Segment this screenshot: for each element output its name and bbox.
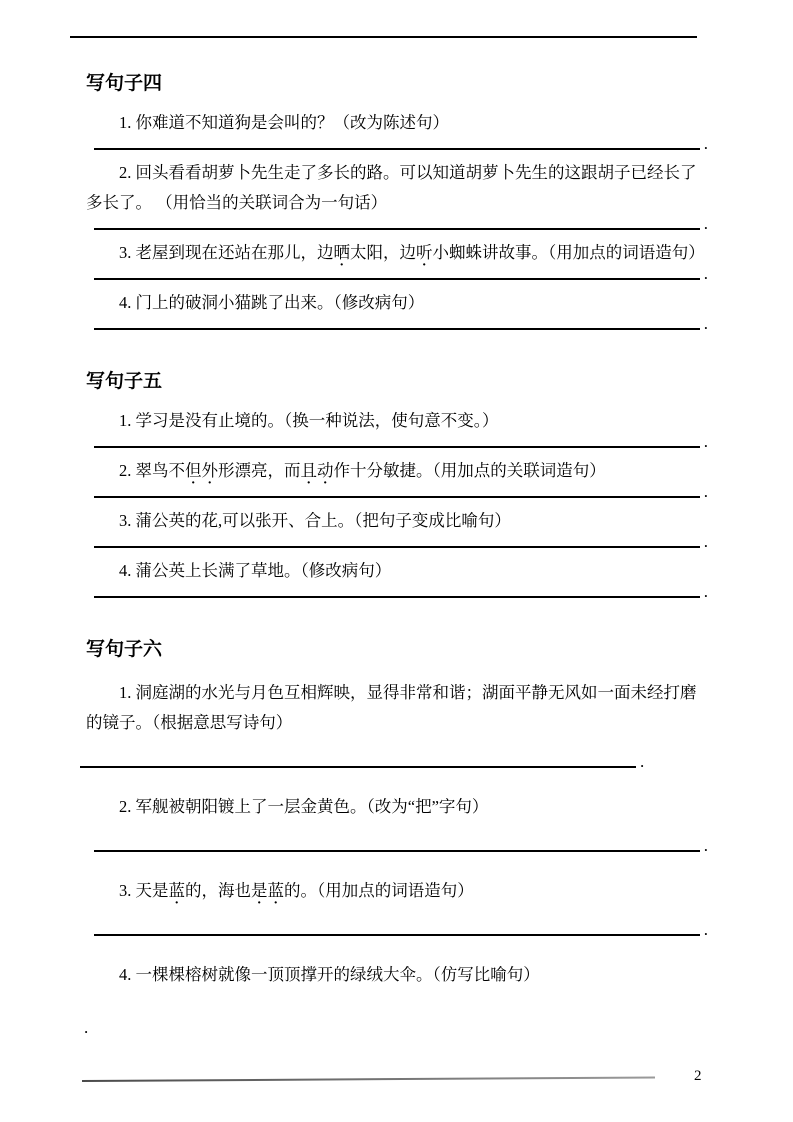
dotted-char: 而 bbox=[284, 461, 301, 480]
question-block bbox=[86, 678, 708, 771]
question-number: 4. bbox=[119, 293, 136, 312]
question-block bbox=[86, 792, 708, 855]
section-questions bbox=[86, 678, 708, 1036]
answer-blank-line bbox=[94, 314, 708, 333]
section-questions bbox=[86, 406, 708, 601]
blank-rule bbox=[80, 766, 636, 768]
question-body: 翠鸟不但外形漂亮，而且动作十分敏捷。（用加点的关联词造句） bbox=[135, 461, 606, 480]
question-body: 军舰被朝阳镀上了一层金黄色。（改为“把”字句） bbox=[135, 797, 489, 816]
question-body: 你难道不知道狗是会叫的？（改为陈述句） bbox=[135, 113, 449, 132]
question-text bbox=[86, 108, 708, 138]
question-body: 回头看看胡萝卜先生走了多长的路。可以知道胡萝卜先生的这跟胡子已经长了多长了。 （用恰当的关联词合为一句话） bbox=[86, 163, 697, 212]
question-block bbox=[86, 158, 708, 233]
question-block bbox=[86, 960, 708, 1036]
question-number: 3. bbox=[119, 243, 136, 262]
blank-rule bbox=[94, 850, 700, 852]
question-number: 2. bbox=[119, 163, 136, 182]
dotted-char: 也 bbox=[234, 881, 251, 900]
question-body: 洞庭湖的水光与月色互相辉映，显得非常和谐；湖面平静无风如一面未经打磨的镜子。（根据意思写诗句） bbox=[86, 683, 697, 732]
question-number: 2. bbox=[119, 797, 136, 816]
page-number: 2 bbox=[694, 1068, 702, 1084]
question-body: 老屋到现在还站在那儿，边晒太阳，边听小蜘蛛讲故事。（用加点的词语造句） bbox=[135, 243, 705, 262]
trailing-period: . bbox=[703, 214, 708, 233]
dotted-char: 不 bbox=[168, 461, 185, 480]
question-text bbox=[86, 288, 708, 318]
worksheet-section bbox=[86, 636, 708, 1036]
blank-rule bbox=[94, 446, 700, 448]
question-number: 4. bbox=[119, 965, 136, 984]
question-block bbox=[86, 506, 708, 551]
question-number: 1. bbox=[119, 113, 136, 132]
question-block bbox=[86, 406, 708, 451]
dotted-char: 边 bbox=[317, 243, 334, 262]
question-block bbox=[86, 288, 708, 333]
question-number: 1. bbox=[119, 411, 136, 430]
question-text bbox=[86, 456, 708, 486]
blank-rule bbox=[94, 934, 700, 936]
footer-rule bbox=[82, 1076, 655, 1082]
worksheet-section bbox=[86, 368, 708, 601]
worksheet-content bbox=[86, 62, 708, 1036]
blank-rule bbox=[94, 148, 700, 150]
blank-rule bbox=[94, 228, 700, 230]
question-number: 3. bbox=[119, 881, 136, 900]
question-block bbox=[86, 876, 708, 939]
question-body: 一棵棵榕树就像一顶顶撑开的绿绒大伞。（仿写比喻句） bbox=[135, 965, 540, 984]
blank-rule bbox=[94, 496, 700, 498]
answer-blank-line bbox=[94, 134, 708, 153]
answer-blank-line bbox=[94, 582, 708, 601]
question-block bbox=[86, 238, 708, 283]
header-rule bbox=[70, 36, 697, 38]
question-text bbox=[86, 678, 708, 738]
question-text bbox=[86, 556, 708, 586]
dotted-char: 边 bbox=[399, 243, 416, 262]
question-text bbox=[86, 506, 708, 536]
question-text bbox=[86, 876, 708, 906]
question-body: 学习是没有止境的。（换一种说法，使句意不变。） bbox=[135, 411, 499, 430]
blank-rule bbox=[94, 546, 700, 548]
section-title: 写句子六 bbox=[86, 639, 163, 660]
section-title: 写句子五 bbox=[86, 371, 163, 392]
question-text bbox=[86, 238, 708, 268]
answer-blank-line bbox=[94, 920, 708, 939]
dotted-char: 是 bbox=[152, 881, 169, 900]
dotted-char: 是 bbox=[251, 881, 268, 900]
answer-blank-line bbox=[80, 752, 708, 771]
question-text bbox=[86, 960, 708, 990]
answer-period: . bbox=[84, 1018, 89, 1037]
trailing-period: . bbox=[703, 582, 708, 601]
question-body: 天是蓝的，海也是蓝的。（用加点的词语造句） bbox=[135, 881, 474, 900]
trailing-period: . bbox=[703, 532, 708, 551]
trailing-period: . bbox=[703, 314, 708, 333]
question-number: 3. bbox=[119, 511, 136, 530]
answer-blank-line bbox=[94, 214, 708, 233]
worksheet-section bbox=[86, 70, 708, 333]
question-body: 蒲公英的花,可以张开、合上。（把句子变成比喻句） bbox=[135, 511, 511, 530]
answer-blank-line bbox=[94, 836, 708, 855]
trailing-period: . bbox=[640, 752, 645, 771]
trailing-period: . bbox=[703, 432, 708, 451]
question-text bbox=[86, 406, 708, 436]
answer-blank-line bbox=[94, 432, 708, 451]
section-title: 写句子四 bbox=[86, 73, 163, 94]
question-block bbox=[86, 108, 708, 153]
answer-blank-line bbox=[94, 532, 708, 551]
question-block bbox=[86, 456, 708, 501]
dotted-char: 且 bbox=[300, 461, 317, 480]
question-number: 1. bbox=[119, 683, 136, 702]
question-number: 4. bbox=[119, 561, 136, 580]
question-block bbox=[86, 556, 708, 601]
dotted-char: 但 bbox=[185, 461, 202, 480]
blank-rule bbox=[94, 596, 700, 598]
blank-rule bbox=[94, 278, 700, 280]
question-body: 蒲公英上长满了草地。（修改病句） bbox=[135, 561, 392, 580]
question-body: 门上的破洞小猫跳了出来。（修改病句） bbox=[135, 293, 425, 312]
trailing-period: . bbox=[703, 134, 708, 153]
trailing-period: . bbox=[703, 482, 708, 501]
section-questions bbox=[86, 108, 708, 333]
question-number: 2. bbox=[119, 461, 136, 480]
trailing-period: . bbox=[703, 920, 708, 939]
trailing-period: . bbox=[703, 264, 708, 283]
blank-rule bbox=[94, 328, 700, 330]
question-text bbox=[86, 158, 708, 218]
trailing-period: . bbox=[703, 836, 708, 855]
question-text bbox=[86, 792, 708, 822]
